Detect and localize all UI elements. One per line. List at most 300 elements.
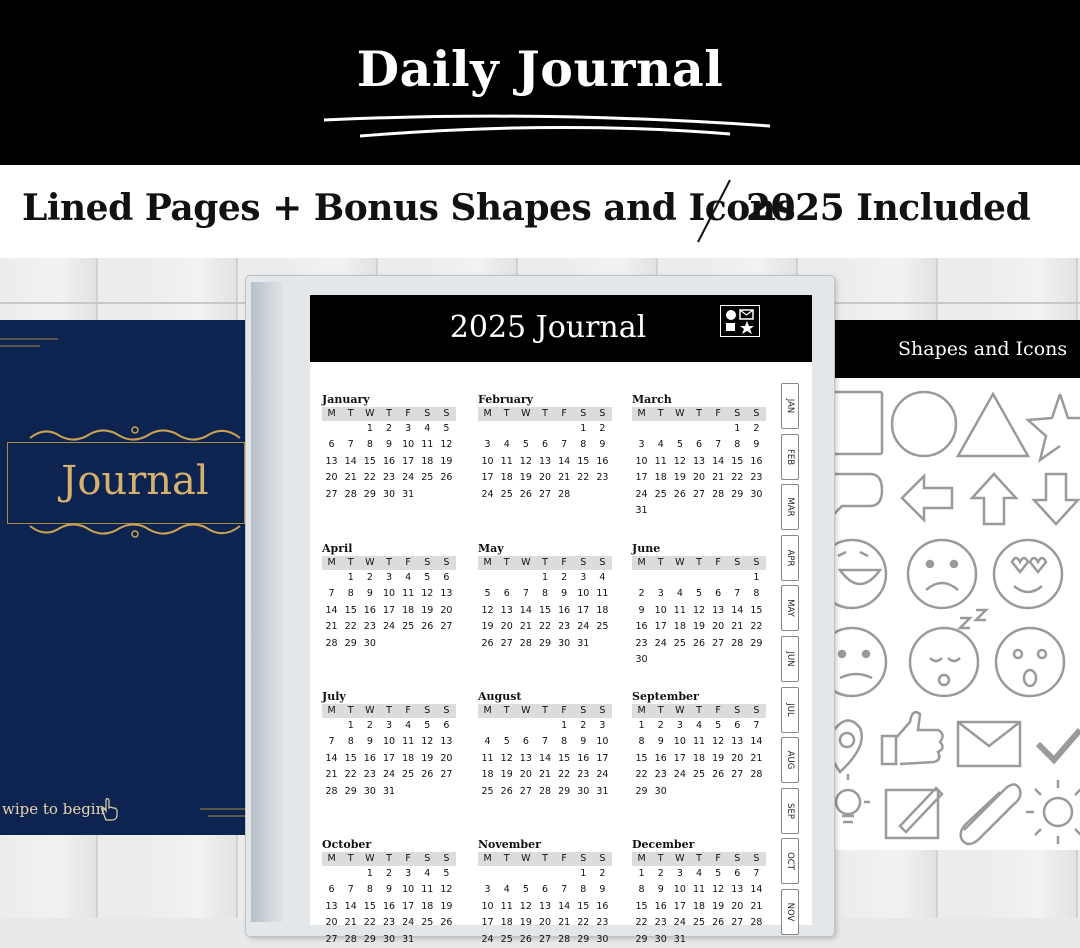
day-cell[interactable]: 22 bbox=[344, 621, 357, 633]
day-cell[interactable]: 4 bbox=[405, 720, 412, 731]
day-cell[interactable]: 22 bbox=[538, 621, 552, 633]
day-cell[interactable]: 15 bbox=[344, 604, 357, 616]
day-cell[interactable]: 30 bbox=[558, 637, 571, 649]
day-cell[interactable]: 26 bbox=[519, 488, 532, 500]
day-cell[interactable]: 2 bbox=[385, 868, 393, 879]
day-cell[interactable]: 20 bbox=[519, 769, 532, 781]
day-cell[interactable]: 10 bbox=[673, 884, 686, 896]
day-cell[interactable]: 25 bbox=[500, 933, 513, 945]
day-cell[interactable]: 8 bbox=[580, 439, 587, 451]
day-cell[interactable]: 25 bbox=[402, 769, 415, 781]
day-cell[interactable]: 2 bbox=[561, 572, 568, 583]
day-cell[interactable]: 19 bbox=[712, 900, 725, 912]
day-cell[interactable]: 14 bbox=[750, 884, 763, 896]
day-cell[interactable]: 23 bbox=[363, 769, 376, 781]
day-cell[interactable]: 29 bbox=[731, 488, 744, 500]
day-cell[interactable]: 7 bbox=[347, 439, 354, 451]
day-cell[interactable]: 12 bbox=[421, 736, 434, 748]
day-cell[interactable]: 8 bbox=[580, 884, 587, 896]
day-cell[interactable]: 2 bbox=[657, 720, 664, 731]
day-cell[interactable]: 18 bbox=[500, 472, 513, 484]
day-cell[interactable]: 16 bbox=[750, 455, 763, 467]
day-cell[interactable]: 7 bbox=[328, 588, 335, 600]
day-cell[interactable]: 15 bbox=[363, 900, 376, 912]
day-cell[interactable]: 10 bbox=[402, 884, 415, 896]
day-cell[interactable]: 4 bbox=[695, 868, 703, 879]
day-cell[interactable]: 23 bbox=[750, 472, 763, 484]
day-cell[interactable]: 22 bbox=[635, 917, 648, 929]
day-cell[interactable]: 3 bbox=[657, 588, 664, 600]
day-cell[interactable]: 1 bbox=[366, 423, 373, 434]
day-cell[interactable]: 31 bbox=[596, 785, 609, 797]
day-cell[interactable]: 1 bbox=[753, 572, 760, 583]
day-cell[interactable]: 1 bbox=[366, 868, 373, 879]
day-cell[interactable]: 15 bbox=[635, 752, 648, 764]
day-cell[interactable]: 17 bbox=[577, 604, 590, 616]
day-cell[interactable]: 25 bbox=[673, 637, 686, 649]
day-cell[interactable]: 15 bbox=[538, 604, 552, 616]
day-cell[interactable]: 17 bbox=[382, 604, 396, 616]
day-cell[interactable]: 10 bbox=[481, 455, 494, 467]
day-cell[interactable]: 5 bbox=[424, 572, 431, 583]
day-cell[interactable]: 26 bbox=[440, 472, 453, 484]
day-cell[interactable]: 26 bbox=[673, 488, 686, 500]
day-cell[interactable]: 27 bbox=[325, 933, 338, 945]
day-cell[interactable]: 25 bbox=[421, 472, 434, 484]
day-cell[interactable]: 26 bbox=[692, 637, 706, 649]
month-tab-aug[interactable] bbox=[781, 737, 799, 783]
day-cell[interactable]: 19 bbox=[519, 472, 532, 484]
day-cell[interactable]: 24 bbox=[673, 917, 686, 929]
day-cell[interactable]: 25 bbox=[402, 621, 415, 633]
day-cell[interactable]: 31 bbox=[382, 785, 396, 797]
day-cell[interactable]: 4 bbox=[405, 572, 412, 583]
day-cell[interactable]: 5 bbox=[522, 884, 529, 896]
day-cell[interactable]: 16 bbox=[577, 752, 590, 764]
day-cell[interactable]: 13 bbox=[440, 588, 453, 600]
day-cell[interactable]: 26 bbox=[421, 769, 434, 781]
day-cell[interactable]: 31 bbox=[577, 637, 590, 649]
day-cell[interactable]: 6 bbox=[443, 572, 450, 583]
day-cell[interactable]: 4 bbox=[676, 588, 683, 600]
day-cell[interactable]: 4 bbox=[484, 736, 491, 748]
day-cell[interactable]: 14 bbox=[519, 604, 532, 616]
day-cell[interactable]: 31 bbox=[402, 933, 415, 945]
day-cell[interactable]: 1 bbox=[638, 720, 645, 731]
day-cell[interactable]: 22 bbox=[731, 472, 744, 484]
day-cell[interactable]: 15 bbox=[344, 752, 357, 764]
day-cell[interactable]: 12 bbox=[712, 736, 725, 748]
day-cell[interactable]: 5 bbox=[715, 868, 722, 879]
day-cell[interactable]: 29 bbox=[344, 637, 357, 649]
day-cell[interactable]: 19 bbox=[440, 900, 453, 912]
day-cell[interactable]: 23 bbox=[654, 769, 667, 781]
day-cell[interactable]: 29 bbox=[750, 637, 763, 649]
day-cell[interactable]: 16 bbox=[363, 604, 376, 616]
day-cell[interactable]: 6 bbox=[541, 439, 549, 451]
day-cell[interactable]: 15 bbox=[750, 604, 763, 616]
day-cell[interactable]: 18 bbox=[692, 900, 706, 912]
day-cell[interactable]: 20 bbox=[325, 472, 338, 484]
day-cell[interactable]: 25 bbox=[692, 769, 706, 781]
day-cell[interactable]: 3 bbox=[405, 423, 412, 434]
day-cell[interactable]: 26 bbox=[421, 621, 434, 633]
day-cell[interactable]: 16 bbox=[654, 752, 667, 764]
day-cell[interactable]: 30 bbox=[654, 933, 667, 945]
day-cell[interactable]: 14 bbox=[712, 455, 725, 467]
day-cell[interactable]: 26 bbox=[500, 785, 513, 797]
day-cell[interactable]: 1 bbox=[347, 572, 354, 583]
day-cell[interactable]: 30 bbox=[750, 488, 763, 500]
day-cell[interactable]: 24 bbox=[673, 769, 686, 781]
day-cell[interactable]: 17 bbox=[382, 752, 396, 764]
day-cell[interactable]: 28 bbox=[344, 933, 357, 945]
day-cell[interactable]: 10 bbox=[481, 900, 494, 912]
day-cell[interactable]: 5 bbox=[443, 868, 450, 879]
day-cell[interactable]: 16 bbox=[363, 752, 376, 764]
day-cell[interactable]: 22 bbox=[363, 917, 376, 929]
day-cell[interactable]: 13 bbox=[731, 736, 744, 748]
day-cell[interactable]: 28 bbox=[558, 488, 571, 500]
day-cell[interactable]: 29 bbox=[558, 785, 571, 797]
day-cell[interactable]: 9 bbox=[753, 439, 760, 451]
day-cell[interactable]: 2 bbox=[366, 572, 373, 583]
day-cell[interactable]: 3 bbox=[676, 868, 683, 879]
day-cell[interactable]: 29 bbox=[635, 933, 648, 945]
day-cell[interactable]: 25 bbox=[692, 917, 706, 929]
day-cell[interactable]: 28 bbox=[750, 769, 763, 781]
day-cell[interactable]: 18 bbox=[421, 900, 434, 912]
day-cell[interactable]: 28 bbox=[325, 637, 338, 649]
day-cell[interactable]: 14 bbox=[750, 736, 763, 748]
day-cell[interactable]: 9 bbox=[385, 439, 393, 451]
day-cell[interactable]: 14 bbox=[558, 900, 571, 912]
day-cell[interactable]: 12 bbox=[692, 604, 706, 616]
day-cell[interactable]: 12 bbox=[519, 900, 532, 912]
day-cell[interactable]: 6 bbox=[503, 588, 510, 600]
day-cell[interactable]: 23 bbox=[382, 472, 396, 484]
day-cell[interactable]: 9 bbox=[657, 884, 664, 896]
day-cell[interactable]: 26 bbox=[481, 637, 494, 649]
day-cell[interactable]: 27 bbox=[538, 488, 552, 500]
day-cell[interactable]: 19 bbox=[481, 621, 494, 633]
month-tab-may[interactable] bbox=[781, 585, 799, 631]
day-cell[interactable]: 18 bbox=[692, 752, 706, 764]
day-cell[interactable]: 3 bbox=[638, 439, 645, 451]
day-cell[interactable]: 12 bbox=[440, 439, 453, 451]
day-cell[interactable]: 24 bbox=[402, 472, 415, 484]
day-cell[interactable]: 4 bbox=[503, 439, 510, 451]
day-cell[interactable]: 11 bbox=[402, 736, 415, 748]
day-cell[interactable]: 31 bbox=[673, 933, 686, 945]
day-cell[interactable]: 11 bbox=[500, 455, 513, 467]
day-cell[interactable]: 17 bbox=[481, 917, 494, 929]
day-cell[interactable]: 25 bbox=[654, 488, 667, 500]
day-cell[interactable]: 10 bbox=[635, 455, 648, 467]
day-cell[interactable]: 14 bbox=[538, 752, 552, 764]
day-cell[interactable]: 28 bbox=[750, 917, 763, 929]
day-cell[interactable]: 2 bbox=[638, 588, 645, 600]
day-cell[interactable]: 7 bbox=[561, 439, 568, 451]
day-cell[interactable]: 1 bbox=[580, 423, 587, 434]
day-cell[interactable]: 16 bbox=[382, 455, 396, 467]
day-cell[interactable]: 11 bbox=[402, 588, 415, 600]
day-cell[interactable]: 12 bbox=[519, 455, 532, 467]
day-cell[interactable]: 21 bbox=[558, 472, 571, 484]
day-cell[interactable]: 16 bbox=[596, 455, 609, 467]
day-cell[interactable]: 8 bbox=[753, 588, 760, 600]
day-cell[interactable]: 24 bbox=[481, 488, 494, 500]
day-cell[interactable]: 6 bbox=[522, 736, 529, 748]
day-cell[interactable]: 10 bbox=[654, 604, 667, 616]
day-cell[interactable]: 26 bbox=[712, 769, 725, 781]
day-cell[interactable]: 20 bbox=[712, 621, 725, 633]
day-cell[interactable]: 26 bbox=[440, 917, 453, 929]
day-cell[interactable]: 23 bbox=[654, 917, 667, 929]
day-cell[interactable]: 2 bbox=[753, 423, 760, 434]
day-cell[interactable]: 3 bbox=[484, 439, 491, 451]
day-cell[interactable]: 7 bbox=[734, 588, 741, 600]
day-cell[interactable]: 1 bbox=[638, 868, 645, 879]
day-cell[interactable]: 1 bbox=[541, 572, 549, 583]
day-cell[interactable]: 14 bbox=[325, 752, 338, 764]
day-cell[interactable]: 9 bbox=[561, 588, 568, 600]
day-cell[interactable]: 14 bbox=[344, 900, 357, 912]
day-cell[interactable]: 14 bbox=[558, 455, 571, 467]
day-cell[interactable]: 27 bbox=[440, 621, 453, 633]
day-cell[interactable]: 15 bbox=[363, 455, 376, 467]
day-cell[interactable]: 28 bbox=[538, 785, 552, 797]
day-cell[interactable]: 10 bbox=[402, 439, 415, 451]
day-cell[interactable]: 9 bbox=[366, 588, 373, 600]
day-cell[interactable]: 22 bbox=[344, 769, 357, 781]
day-cell[interactable]: 11 bbox=[596, 588, 609, 600]
day-cell[interactable]: 8 bbox=[366, 884, 373, 896]
day-cell[interactable]: 21 bbox=[325, 769, 338, 781]
day-cell[interactable]: 17 bbox=[596, 752, 609, 764]
day-cell[interactable]: 11 bbox=[673, 604, 686, 616]
day-cell[interactable]: 1 bbox=[561, 720, 568, 731]
day-cell[interactable]: 27 bbox=[731, 769, 744, 781]
day-cell[interactable]: 5 bbox=[443, 423, 450, 434]
day-cell[interactable]: 15 bbox=[731, 455, 744, 467]
day-cell[interactable]: 24 bbox=[596, 769, 609, 781]
day-cell[interactable]: 24 bbox=[577, 621, 590, 633]
day-cell[interactable]: 17 bbox=[402, 455, 415, 467]
day-cell[interactable]: 7 bbox=[561, 884, 568, 896]
day-cell[interactable]: 28 bbox=[344, 488, 357, 500]
day-cell[interactable]: 20 bbox=[731, 752, 744, 764]
day-cell[interactable]: 19 bbox=[519, 917, 532, 929]
day-cell[interactable]: 21 bbox=[519, 621, 532, 633]
day-cell[interactable]: 22 bbox=[363, 472, 376, 484]
day-cell[interactable]: 28 bbox=[325, 785, 338, 797]
month-tab-apr[interactable] bbox=[781, 535, 799, 581]
month-tab-feb[interactable] bbox=[781, 434, 799, 480]
day-cell[interactable]: 13 bbox=[440, 736, 453, 748]
day-cell[interactable]: 3 bbox=[385, 572, 393, 583]
day-cell[interactable]: 21 bbox=[731, 621, 744, 633]
day-cell[interactable]: 3 bbox=[580, 572, 587, 583]
day-cell[interactable]: 23 bbox=[596, 472, 609, 484]
day-cell[interactable]: 18 bbox=[402, 752, 415, 764]
day-cell[interactable]: 19 bbox=[673, 472, 686, 484]
day-cell[interactable]: 18 bbox=[500, 917, 513, 929]
month-tab-oct[interactable] bbox=[781, 838, 799, 884]
day-cell[interactable]: 29 bbox=[363, 488, 376, 500]
day-cell[interactable]: 18 bbox=[481, 769, 494, 781]
day-cell[interactable]: 29 bbox=[363, 933, 376, 945]
day-cell[interactable]: 13 bbox=[325, 900, 338, 912]
day-cell[interactable]: 13 bbox=[538, 455, 552, 467]
day-cell[interactable]: 27 bbox=[519, 785, 532, 797]
day-cell[interactable]: 7 bbox=[347, 884, 354, 896]
month-tab-sep[interactable] bbox=[781, 788, 799, 834]
day-cell[interactable]: 9 bbox=[580, 736, 587, 748]
day-cell[interactable]: 6 bbox=[734, 868, 741, 879]
day-cell[interactable]: 5 bbox=[424, 720, 431, 731]
day-cell[interactable]: 6 bbox=[734, 720, 741, 731]
day-cell[interactable]: 25 bbox=[596, 621, 609, 633]
day-cell[interactable]: 30 bbox=[654, 785, 667, 797]
day-cell[interactable]: 24 bbox=[654, 637, 667, 649]
day-cell[interactable]: 23 bbox=[635, 637, 648, 649]
day-cell[interactable]: 8 bbox=[561, 736, 568, 748]
day-cell[interactable]: 11 bbox=[692, 736, 706, 748]
day-cell[interactable]: 5 bbox=[522, 439, 529, 451]
day-cell[interactable]: 2 bbox=[599, 868, 606, 879]
day-cell[interactable]: 14 bbox=[325, 604, 338, 616]
day-cell[interactable]: 4 bbox=[424, 423, 431, 434]
day-cell[interactable]: 24 bbox=[481, 933, 494, 945]
day-cell[interactable]: 21 bbox=[750, 752, 763, 764]
day-cell[interactable]: 7 bbox=[753, 720, 760, 731]
day-cell[interactable]: 17 bbox=[673, 900, 686, 912]
day-cell[interactable]: 25 bbox=[421, 917, 434, 929]
month-tab-jul[interactable] bbox=[781, 687, 799, 733]
day-cell[interactable]: 17 bbox=[635, 472, 648, 484]
day-cell[interactable]: 12 bbox=[440, 884, 453, 896]
day-cell[interactable]: 18 bbox=[673, 621, 686, 633]
month-tab-jun[interactable] bbox=[781, 636, 799, 682]
day-cell[interactable]: 2 bbox=[580, 720, 587, 731]
day-cell[interactable]: 6 bbox=[695, 439, 703, 451]
month-tab-nov[interactable] bbox=[781, 889, 799, 935]
day-cell[interactable]: 6 bbox=[443, 720, 450, 731]
day-cell[interactable]: 11 bbox=[421, 439, 434, 451]
day-cell[interactable]: 27 bbox=[712, 637, 725, 649]
day-cell[interactable]: 7 bbox=[522, 588, 529, 600]
day-cell[interactable]: 7 bbox=[328, 736, 335, 748]
day-cell[interactable]: 4 bbox=[657, 439, 664, 451]
day-cell[interactable]: 13 bbox=[692, 455, 706, 467]
day-cell[interactable]: 24 bbox=[402, 917, 415, 929]
day-cell[interactable]: 19 bbox=[712, 752, 725, 764]
day-cell[interactable]: 13 bbox=[325, 455, 338, 467]
day-cell[interactable]: 8 bbox=[347, 736, 354, 748]
day-cell[interactable]: 1 bbox=[347, 720, 354, 731]
day-cell[interactable]: 7 bbox=[753, 868, 760, 879]
day-cell[interactable]: 9 bbox=[638, 604, 645, 616]
day-cell[interactable]: 31 bbox=[635, 504, 648, 516]
day-cell[interactable]: 19 bbox=[421, 604, 434, 616]
day-cell[interactable]: 17 bbox=[673, 752, 686, 764]
day-cell[interactable]: 24 bbox=[382, 621, 396, 633]
day-cell[interactable]: 18 bbox=[596, 604, 609, 616]
day-cell[interactable]: 16 bbox=[654, 900, 667, 912]
day-cell[interactable]: 5 bbox=[503, 736, 510, 748]
day-cell[interactable]: 3 bbox=[405, 868, 412, 879]
day-cell[interactable]: 30 bbox=[577, 785, 590, 797]
day-cell[interactable]: 11 bbox=[421, 884, 434, 896]
day-cell[interactable]: 13 bbox=[538, 900, 552, 912]
day-cell[interactable]: 3 bbox=[599, 720, 606, 731]
day-cell[interactable]: 17 bbox=[402, 900, 415, 912]
day-cell[interactable]: 9 bbox=[366, 736, 373, 748]
day-cell[interactable]: 22 bbox=[577, 917, 590, 929]
day-cell[interactable]: 15 bbox=[558, 752, 571, 764]
day-cell[interactable]: 27 bbox=[500, 637, 513, 649]
day-cell[interactable]: 18 bbox=[654, 472, 667, 484]
day-cell[interactable]: 19 bbox=[440, 455, 453, 467]
day-cell[interactable]: 2 bbox=[657, 868, 664, 879]
day-cell[interactable]: 2 bbox=[599, 423, 606, 434]
day-cell[interactable]: 20 bbox=[325, 917, 338, 929]
day-cell[interactable]: 29 bbox=[577, 933, 590, 945]
day-cell[interactable]: 26 bbox=[712, 917, 725, 929]
day-cell[interactable]: 22 bbox=[750, 621, 763, 633]
day-cell[interactable]: 20 bbox=[500, 621, 513, 633]
day-cell[interactable]: 16 bbox=[596, 900, 609, 912]
day-cell[interactable]: 29 bbox=[635, 785, 648, 797]
day-cell[interactable]: 21 bbox=[712, 472, 725, 484]
day-cell[interactable]: 21 bbox=[538, 769, 552, 781]
day-cell[interactable]: 30 bbox=[363, 637, 376, 649]
day-cell[interactable]: 24 bbox=[382, 769, 396, 781]
day-cell[interactable]: 6 bbox=[328, 439, 335, 451]
day-cell[interactable]: 21 bbox=[325, 621, 338, 633]
day-cell[interactable]: 27 bbox=[692, 488, 706, 500]
day-cell[interactable]: 9 bbox=[599, 884, 606, 896]
day-cell[interactable]: 1 bbox=[580, 868, 587, 879]
day-cell[interactable]: 5 bbox=[484, 588, 491, 600]
day-cell[interactable]: 4 bbox=[424, 868, 431, 879]
day-cell[interactable]: 5 bbox=[695, 588, 703, 600]
day-cell[interactable]: 6 bbox=[715, 588, 722, 600]
day-cell[interactable]: 23 bbox=[596, 917, 609, 929]
day-cell[interactable]: 16 bbox=[382, 900, 396, 912]
day-cell[interactable]: 19 bbox=[500, 769, 513, 781]
day-cell[interactable]: 29 bbox=[538, 637, 552, 649]
day-cell[interactable]: 9 bbox=[385, 884, 393, 896]
day-cell[interactable]: 9 bbox=[599, 439, 606, 451]
day-cell[interactable]: 1 bbox=[734, 423, 741, 434]
day-cell[interactable]: 21 bbox=[344, 472, 357, 484]
month-tab-mar[interactable] bbox=[781, 484, 799, 530]
month-tab-jan[interactable] bbox=[781, 383, 799, 429]
day-cell[interactable]: 28 bbox=[519, 637, 532, 649]
shapes-link-button[interactable] bbox=[720, 305, 760, 337]
day-cell[interactable]: 25 bbox=[500, 488, 513, 500]
day-cell[interactable]: 21 bbox=[558, 917, 571, 929]
day-cell[interactable]: 30 bbox=[382, 488, 396, 500]
day-cell[interactable]: 17 bbox=[654, 621, 667, 633]
day-cell[interactable]: 22 bbox=[558, 769, 571, 781]
day-cell[interactable]: 22 bbox=[577, 472, 590, 484]
day-cell[interactable]: 8 bbox=[541, 588, 549, 600]
day-cell[interactable]: 4 bbox=[695, 720, 703, 731]
day-cell[interactable]: 20 bbox=[538, 917, 552, 929]
